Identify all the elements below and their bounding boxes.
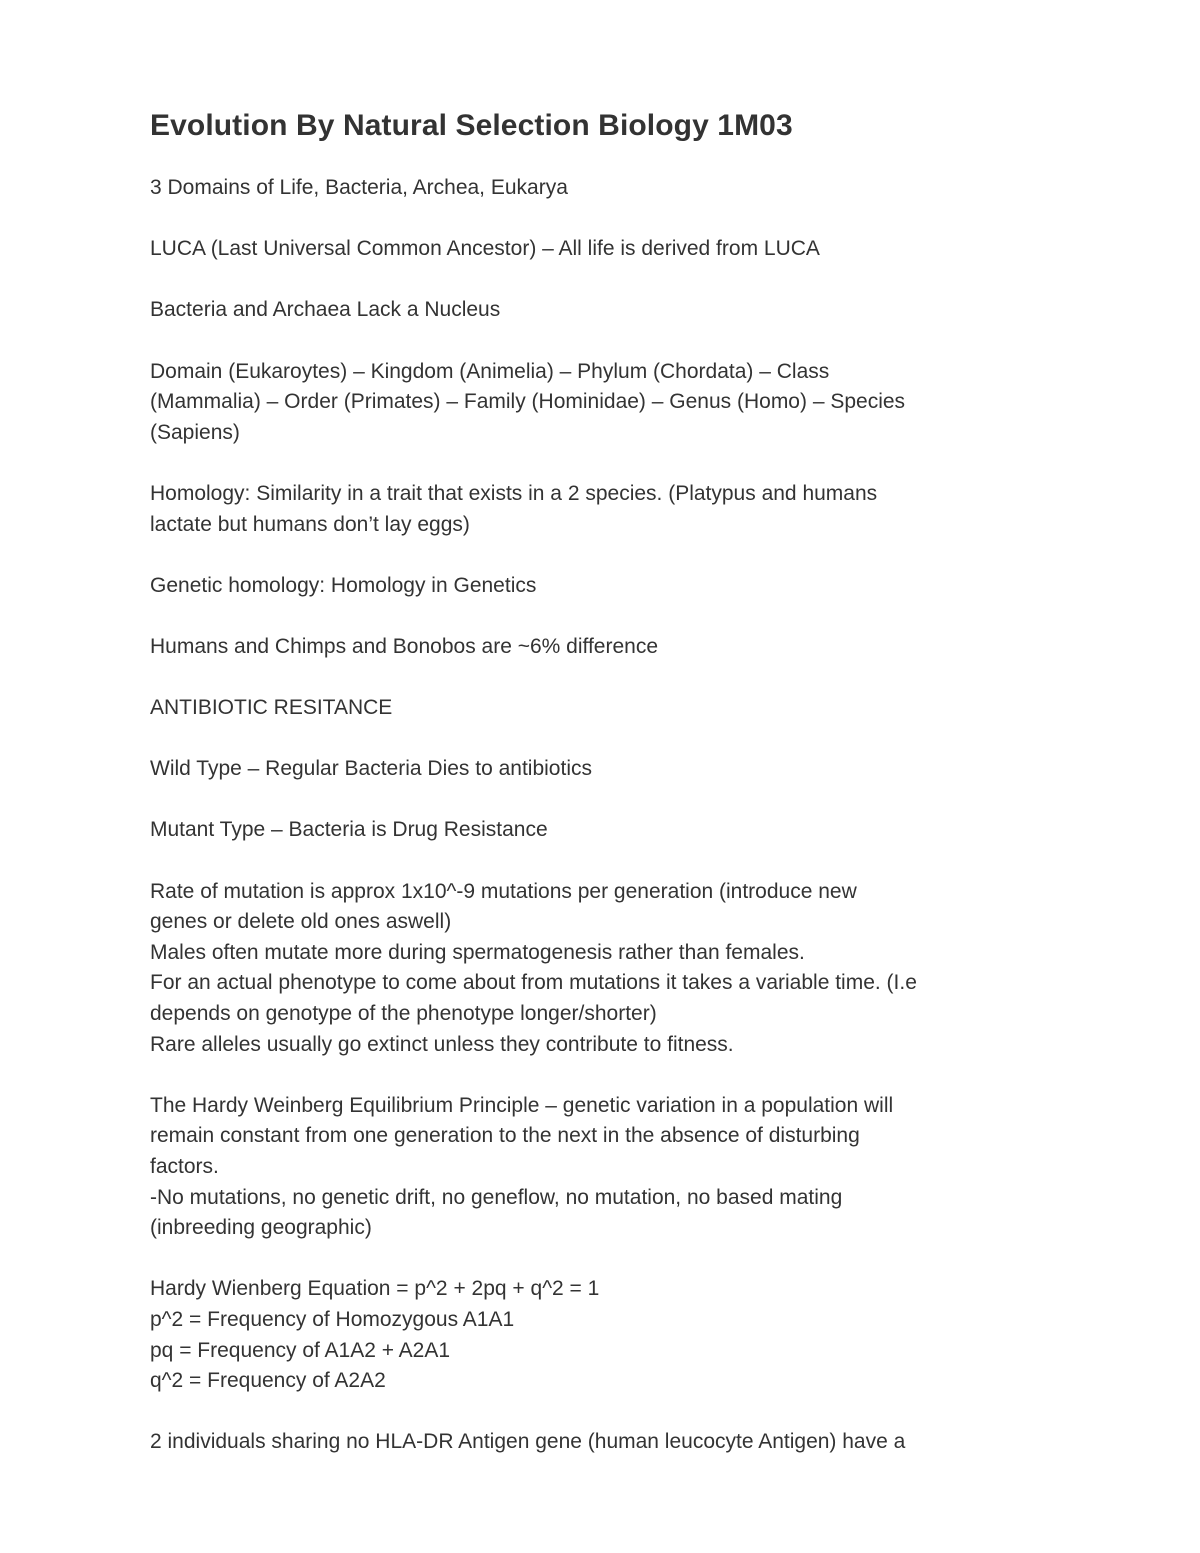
- paragraph: [150, 693, 1060, 724]
- paragraph: [150, 877, 1060, 1061]
- text-line: For an actual phenotype to come about from mutations it takes a variable time. (I.e: [150, 971, 917, 995]
- text-line: Domain (Eukaroytes) – Kingdom (Animelia) – Phylum (Chordata) – Class: [150, 359, 830, 383]
- text-line: Humans and Chimps and Bonobos are ~6% difference: [150, 634, 659, 658]
- paragraph: [150, 295, 1060, 326]
- paragraph: [150, 234, 1060, 265]
- text-line: ANTIBIOTIC RESITANCE: [150, 696, 393, 720]
- text-line: factors.: [150, 1155, 219, 1178]
- text-line: Homology: Similarity in a trait that exists in a 2 species. (Platypus and humans: [150, 481, 878, 505]
- text-line: Rare alleles usually go extinct unless they contribute to fitness.: [150, 1032, 734, 1056]
- text-line: (inbreeding geographic): [150, 1216, 372, 1240]
- text-line: Males often mutate more during spermatogenesis rather than females.: [150, 940, 805, 964]
- text-line: lactate but humans don’t lay eggs): [150, 512, 470, 536]
- text-line: depends on genotype of the phenotype longer/shorter): [150, 1002, 657, 1026]
- text-line: LUCA (Last Universal Common Ancestor) – All life is derived from LUCA: [150, 237, 820, 261]
- document-page: [150, 104, 1060, 1489]
- document-body: [150, 173, 1060, 1458]
- paragraph: [150, 173, 1060, 204]
- text-line: (Mammalia) – Order (Primates) – Family (Hominidae) – Genus (Homo) – Species: [150, 390, 906, 414]
- text-line: q^2 = Frequency of A2A2: [150, 1369, 386, 1393]
- paragraph: [150, 357, 1060, 449]
- paragraph: [150, 1274, 1060, 1396]
- text-line: (Sapiens): [150, 420, 240, 444]
- text-line: Mutant Type – Bacteria is Drug Resistance: [150, 818, 548, 842]
- paragraph: [150, 479, 1060, 540]
- text-line: p^2 = Frequency of Homozygous A1A1: [150, 1307, 515, 1331]
- paragraph: [150, 632, 1060, 663]
- paragraph: [150, 571, 1060, 602]
- text-line: pq = Frequency of A1A2 + A2A1: [150, 1338, 451, 1362]
- text-line: Genetic homology: Homology in Genetics: [150, 573, 537, 597]
- paragraph: [150, 815, 1060, 846]
- paragraph: [150, 1091, 1060, 1244]
- paragraph: [150, 754, 1060, 785]
- text-line: The Hardy Weinberg Equilibrium Principle – genetic variation in a population will: [150, 1093, 894, 1117]
- paragraph: [150, 1427, 1060, 1458]
- text-line: Rate of mutation is approx 1x10^-9 mutations per generation (introduce new: [150, 879, 857, 903]
- text-line: -No mutations, no genetic drift, no geneflow, no mutation, no based mating: [150, 1185, 843, 1209]
- text-line: 2 individuals sharing no HLA-DR Antigen gene (human leucocyte Antigen) have a: [150, 1430, 906, 1454]
- text-line: Bacteria and Archaea Lack a Nucleus: [150, 298, 501, 322]
- text-line: remain constant from one generation to the next in the absence of disturbing: [150, 1124, 860, 1148]
- document-title: Evolution By Natural Selection Biology 1M03: [150, 109, 793, 142]
- text-line: Wild Type – Regular Bacteria Dies to antibiotics: [150, 757, 592, 781]
- text-line: genes or delete old ones aswell): [150, 910, 452, 934]
- text-line: Hardy Wienberg Equation = p^2 + 2pq + q^2 = 1: [150, 1277, 600, 1301]
- text-line: 3 Domains of Life, Bacteria, Archea, Eukarya: [150, 176, 568, 199]
